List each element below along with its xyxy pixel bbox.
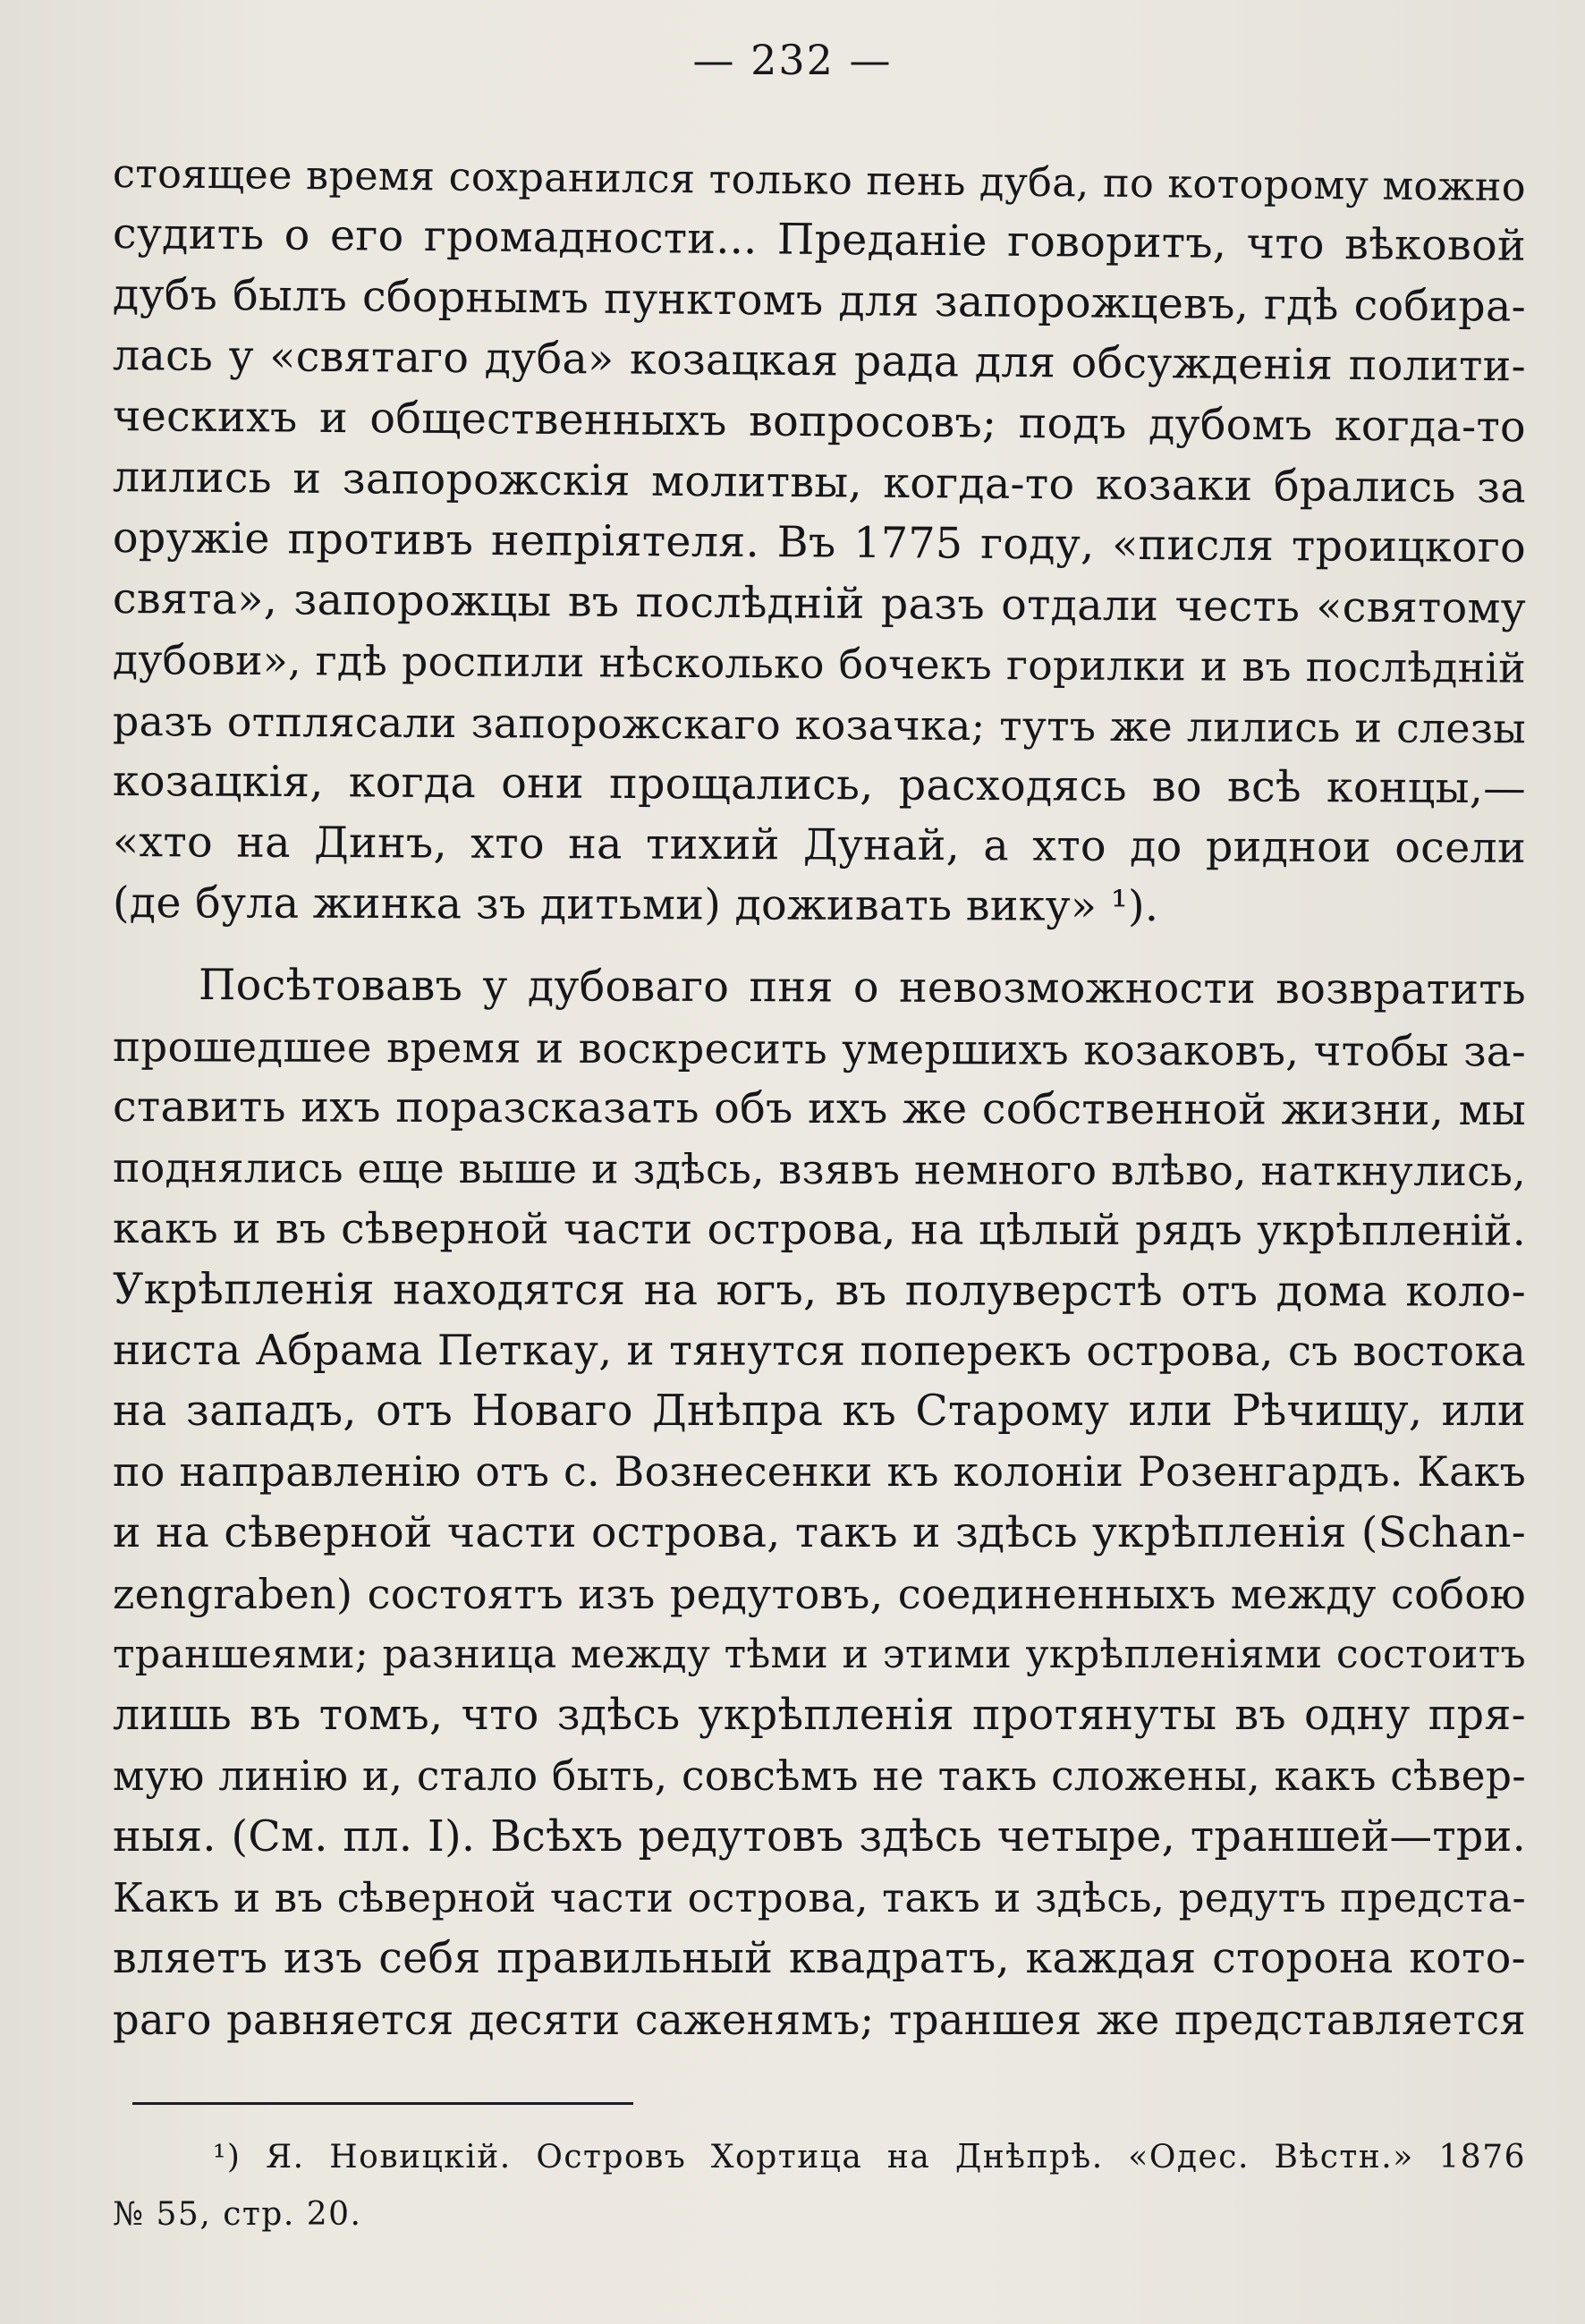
text-line: ставить ихъ поразсказать объ ихъ же собственной жизни, мы: [112, 1082, 1527, 1136]
page-number: — 232 —: [692, 36, 893, 84]
text-line: zengraben) состоятъ изъ редутовъ, соединенныхъ между собою: [113, 1570, 1526, 1618]
text-line: (де була жинка зъ дитьми) доживать вику» ¹).: [112, 878, 1159, 932]
text-line: поднялись еще выше и здѣсь, взявъ немного влѣво, наткнулись,: [112, 1144, 1527, 1196]
text-line: траншеями; разница между тѣми и этими укрѣпленіями состоитъ: [113, 1632, 1526, 1677]
text-line: «хто на Динъ, хто на тихий Дунай, а хто до риднои осели: [112, 818, 1527, 873]
text-line: ниста Абрама Петкау, и тянутся поперекъ острова, съ востока: [112, 1327, 1527, 1377]
text-line: на западъ, отъ Новаго Днѣпра къ Старому или Рѣчищу, или: [113, 1387, 1526, 1436]
text-line: по направленію отъ с. Вознесенки къ колоніи Розенгардъ. Какъ: [113, 1448, 1526, 1496]
text-line: ныя. (См. пл. I). Всѣхъ редутовъ здѣсь четыре, траншей—три.: [113, 1812, 1526, 1862]
text-line: оружіе противъ непріятеля. Въ 1775 году, «писля троицкого: [112, 513, 1527, 573]
footnote-line: ¹) Я. Новицкій. Островъ Хортица на Днѣпрѣ. «Одес. Вѣстн.» 1876: [213, 2139, 1526, 2176]
text-line: ческихъ и общественныхъ вопросовъ; подъ дубомъ когда-то: [112, 392, 1527, 453]
text-line: дубъ былъ сборнымъ пунктомъ для запорожцевъ, гдѣ собира-: [112, 270, 1527, 332]
text-line: судить о его громадности... Преданіе говоритъ, что вѣковой: [112, 209, 1527, 271]
text-line: Какъ и въ сѣверной части острова, такъ и здѣсь, редутъ предста-: [113, 1874, 1526, 1921]
text-line: прошедшее время и воскресить умершихъ козаковъ, чтобы за-: [112, 1022, 1527, 1076]
text-line: Посѣтовавъ у дубоваго пня о невозможности возвратить: [198, 961, 1527, 1015]
text-line: мую линію и, стало быть, совсѣмъ не такъ сложены, какъ сѣвер-: [113, 1752, 1526, 1800]
footnote-line: № 55, стр. 20.: [113, 2196, 362, 2233]
text-line: Укрѣпленія находятся на югъ, въ полуверстѣ отъ дома коло-: [112, 1265, 1527, 1317]
text-line: дубови», гдѣ роспили нѣсколько бочекъ горилки и въ послѣдній: [112, 636, 1527, 692]
text-line: вляетъ изъ себя правильный квадратъ, каждая сторона кото-: [113, 1934, 1526, 1983]
text-line: какъ и въ сѣверной части острова, на цѣлый рядъ укрѣпленій.: [112, 1204, 1527, 1256]
text-line: раго равняется десяти саженямъ; траншея же представляется: [113, 1996, 1526, 2044]
text-line: лась у «святаго дуба» козацкая рада для обсужденія полити-: [112, 331, 1527, 392]
text-line: разъ отплясали запорожскаго козачка; тутъ же лились и слезы: [112, 697, 1527, 753]
text-line: и на сѣверной части острова, такъ и здѣсь укрѣпленія (Schan-: [113, 1508, 1526, 1557]
text-line: лишь въ томъ, что здѣсь укрѣпленія протянуты въ одну пря-: [113, 1691, 1526, 1740]
text-line: стоящее время сохранился только пень дуба, по которому можно: [112, 150, 1527, 211]
footnote-divider: [132, 2102, 633, 2105]
text-line: козацкія, когда они прощались, расходясь во всѣ концы,—: [112, 757, 1527, 814]
text-line: лились и запорожскія молитвы, когда-то козаки брались за: [112, 453, 1527, 513]
text-line: свята», запорожцы въ послѣдній разъ отдали честь «святому: [112, 574, 1527, 634]
